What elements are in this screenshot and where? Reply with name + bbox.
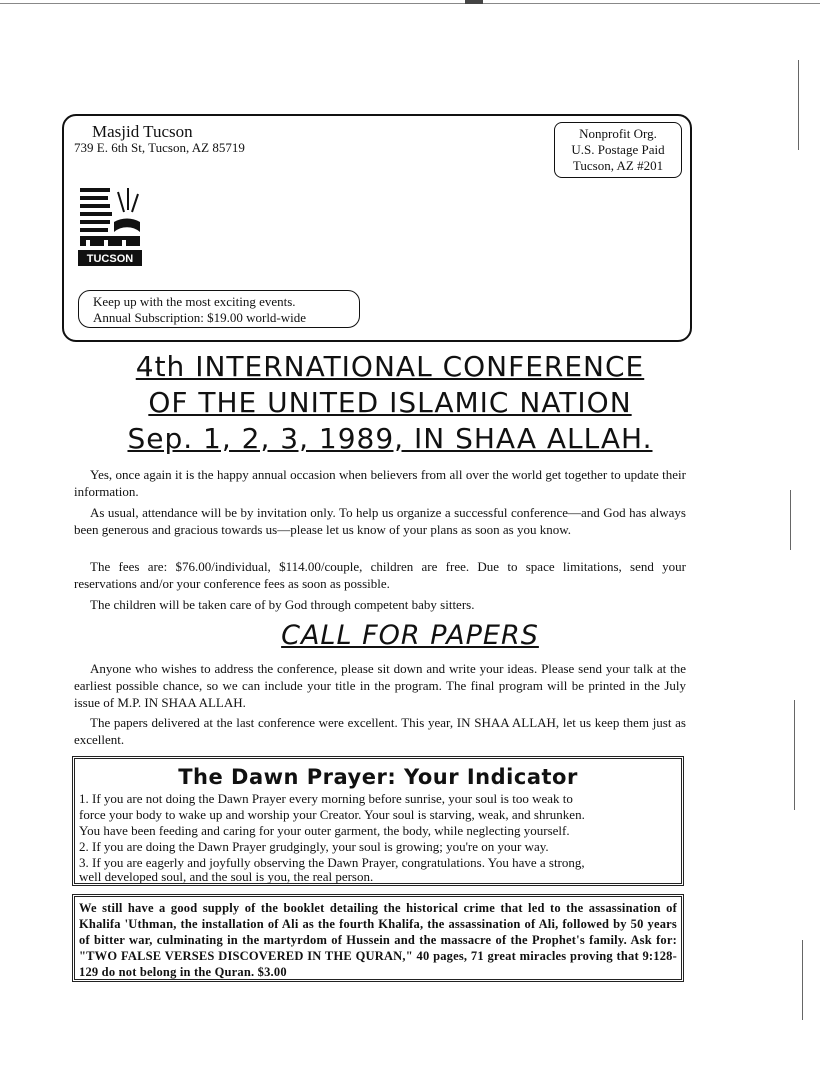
dawn-prayer-line: 1. If you are not doing the Dawn Prayer every morning before sunrise, your soul is too weak to: [79, 791, 573, 806]
headline-line-2: OF THE UNITED ISLAMIC NATION: [148, 386, 632, 419]
conference-paragraph: Yes, once again it is the happy annual occasion when believers from all over the world get together to update their information.: [74, 467, 686, 499]
top-scan-mark: [465, 0, 483, 4]
postage-line: U.S. Postage Paid: [571, 142, 665, 157]
sender-name: Masjid Tucson: [92, 122, 193, 141]
booklet-ad-text: We still have a good supply of the booklet detailing the historical crime that led to the assassination of Khalifa 'Uthman, the installation of Ali as the fourth Khalifa, the assassination of Ali, followed by 50 years of bitter war, culminating in the martyrdom of Hussein and the massacre of the Prophet's family. Ask for: "TWO FALSE VERSES DISCOVERED IN THE QURAN," 40 pages, 71 great miracles proving that 9:128-129 do not belong in the Quran. $3.00: [79, 901, 677, 979]
masjid-tucson-logo: [78, 182, 142, 274]
call-paragraph: Anyone who wishes to address the conference, please sit down and write your ideas. Please send your talk at the earliest possible chance, so we can include your title in the program. The final program will be printed in the July issue of M.P. IN SHAA ALLAH.: [74, 661, 686, 710]
postage-line: Tucson, AZ #201: [572, 158, 664, 173]
scan-margin-mark: [802, 940, 803, 1020]
call-for-papers-title: CALL FOR PAPERS: [281, 620, 539, 651]
booklet-ad-box: [72, 894, 684, 982]
dawn-prayer-title: The Dawn Prayer: Your Indicator: [178, 765, 578, 789]
scan-margin-mark: [794, 700, 795, 810]
scan-margin-mark: [790, 490, 791, 550]
conference-paragraph: The fees are: $76.00/individual, $114.00/couple, children are free. Due to space limitations, send your reservations and/or your conference fees as soon as possible.: [74, 559, 686, 591]
subscription-line: Annual Subscription: $19.00 world-wide: [93, 310, 307, 325]
logo-text: TUCSON: [86, 253, 134, 265]
subscription-line: Keep up with the most exciting events.: [93, 294, 296, 309]
conference-paragraph: The children will be taken care of by God through competent baby sitters.: [90, 597, 475, 612]
dawn-prayer-line: well developed soul, and the soul is you, the real person.: [79, 869, 374, 884]
headline-line-1: 4th INTERNATIONAL CONFERENCE: [135, 350, 645, 383]
subscription-box: [78, 290, 360, 328]
mailing-panel: [62, 114, 692, 342]
dawn-prayer-line: 2. If you are doing the Dawn Prayer grudgingly, your soul is growing; you're on your way.: [79, 839, 549, 854]
sender-address: 739 E. 6th St, Tucson, AZ 85719: [74, 140, 245, 155]
dawn-prayer-line: You have been feeding and caring for your outer garment, the body, while neglecting yourself.: [79, 823, 570, 838]
scan-margin-mark: [798, 60, 799, 150]
top-scan-rule: [0, 3, 820, 4]
postage-line: Nonprofit Org.: [579, 126, 657, 141]
dawn-prayer-line: 3. If you are eagerly and joyfully observing the Dawn Prayer, congratulations. You have a strong,: [79, 855, 585, 870]
conference-paragraph: As usual, attendance will be by invitation only. To help us organize a successful conference—and God has always been generous and gracious towards us—please let us know of your plans as soon as you know.: [74, 505, 686, 537]
headline-line-3: Sep. 1, 2, 3, 1989, IN SHAA ALLAH.: [127, 422, 653, 455]
dawn-prayer-box: [72, 756, 684, 886]
postage-indicia: [554, 122, 682, 178]
call-paragraph: The papers delivered at the last conference were excellent. This year, IN SHAA ALLAH, let us keep them just as excellent.: [74, 715, 686, 747]
dawn-prayer-line: force your body to wake up and worship your Creator. Your soul is starving, weak, and shrunken.: [79, 807, 585, 822]
